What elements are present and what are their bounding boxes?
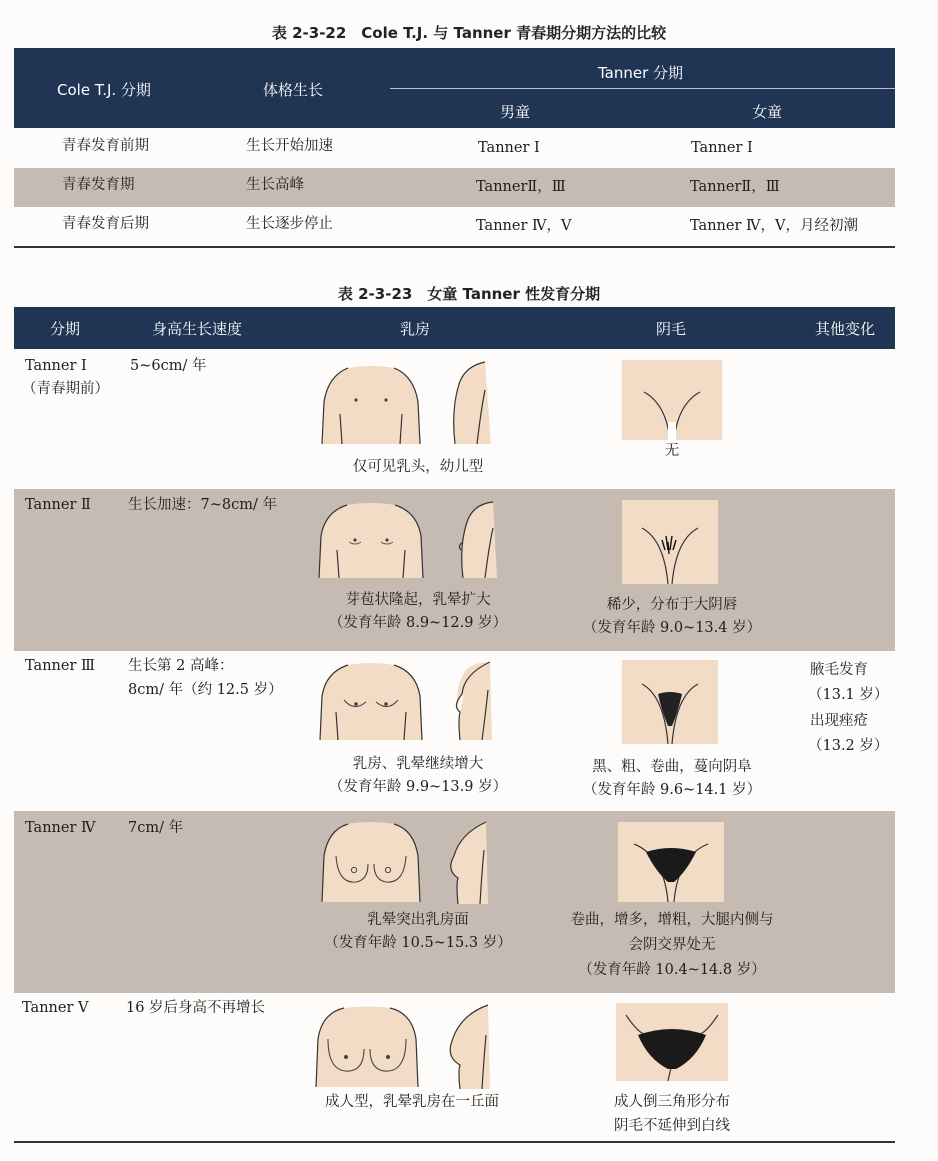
table2-header-breast: 乳房 (400, 320, 431, 338)
breast-age-range: （发育年龄 8.9~12.9 岁） (328, 615, 508, 631)
table1-bottom-rule (14, 246, 895, 248)
breast-age-range: （发育年龄 9.9~13.9 岁） (328, 779, 508, 795)
height-text: 16 岁后身高不再增长 (126, 1000, 266, 1016)
pubic-illustration (616, 1003, 728, 1081)
pubic-description: 阴毛不延伸到白线 (614, 1118, 730, 1134)
height-text: 7cm/ 年 (128, 820, 184, 836)
breast-description: 成人型，乳晕乳房在一丘面 (325, 1094, 499, 1110)
other-change-text: （13.2 岁） (808, 738, 889, 754)
stage-label: Tanner Ⅳ (25, 820, 96, 836)
stage-label: Tanner Ⅱ (25, 497, 91, 513)
pubic-description: 成人倒三角形分布 (614, 1094, 730, 1110)
table1-header-girls: 女童 (752, 103, 783, 121)
table1-cell: Tanner Ⅰ (691, 140, 753, 156)
pubic-description: 稀少，分布于大阴唇 (606, 597, 738, 613)
breast-description: 仅可见乳头，幼儿型 (352, 459, 484, 475)
pubic-illustration (622, 360, 722, 440)
height-text: 5~6cm/ 年 (130, 358, 207, 374)
breast-side-illustration (446, 1003, 494, 1089)
stage-note: （青春期前） (22, 381, 109, 397)
pubic-description: 卷曲，增多，增粗，大腿内侧与 (570, 912, 774, 928)
table1-cell: Tanner Ⅳ，Ⅴ，月经初潮 (690, 218, 858, 234)
height-text: 生长第 2 高峰： (128, 658, 234, 674)
pubic-illustration (622, 500, 718, 584)
stage-label: Tanner Ⅰ (25, 358, 87, 374)
pubic-age-range: （发育年龄 9.0~13.4 岁） (582, 620, 762, 636)
table2-header-stage: 分期 (50, 320, 81, 338)
breast-description: 乳房、乳晕继续增大 (352, 756, 484, 772)
breast-front-illustration (316, 660, 426, 740)
table1-caption: 表 2-3-22 Cole T.J. 与 Tanner 青春期分期方法的比较 (271, 24, 667, 42)
table1-cell: 生长高峰 (246, 177, 304, 193)
breast-side-illustration (447, 360, 495, 444)
table1-header-boys: 男童 (500, 103, 531, 121)
other-change-text: 腋毛发育 (810, 662, 868, 678)
stage-label: Tanner Ⅲ (25, 658, 95, 674)
breast-front-illustration (318, 820, 424, 902)
height-text: 8cm/ 年（约 12.5 岁） (128, 682, 283, 698)
table2-header-height: 身高生长速度 (152, 320, 243, 338)
table1-header-tanner: Tanner 分期 (598, 64, 684, 82)
pubic-description: 会阴交界处无 (628, 937, 716, 953)
table2-caption: 表 2-3-23 女童 Tanner 性发育分期 (337, 285, 601, 303)
table1-cell: 青春发育前期 (62, 138, 149, 154)
table1-cell: 青春发育期 (62, 177, 135, 193)
breast-side-illustration (450, 660, 496, 740)
height-text: 生长加速：7~8cm/ 年 (128, 497, 277, 513)
table2-bottom-rule (14, 1141, 895, 1143)
breast-front-illustration (315, 500, 427, 578)
breast-description: 芽苞状隆起，乳晕扩大 (345, 592, 491, 608)
table1-header-growth: 体格生长 (263, 81, 324, 99)
pubic-illustration (618, 822, 724, 902)
table1-cell: 生长开始加速 (246, 138, 333, 154)
other-change-text: （13.1 岁） (808, 687, 889, 703)
breast-side-illustration (446, 820, 492, 904)
pubic-age-range: （发育年龄 10.4~14.8 岁） (578, 962, 766, 978)
stage-label: Tanner Ⅴ (22, 1000, 89, 1016)
breast-description: 乳晕突出乳房面 (367, 912, 469, 928)
breast-front-illustration (318, 362, 424, 444)
table1-cell: 青春发育后期 (62, 216, 149, 232)
table1-cell: TannerⅡ，Ⅲ (476, 179, 566, 195)
breast-front-illustration (312, 1005, 422, 1087)
other-change-text: 出现痤疮 (810, 713, 868, 729)
pubic-description: 黑、粗、卷曲，蔓向阴阜 (592, 759, 752, 775)
table1-cell: Tanner Ⅰ (478, 140, 540, 156)
breast-age-range: （发育年龄 10.5~15.3 岁） (324, 935, 512, 951)
table1-cell: 生长逐步停止 (246, 216, 333, 232)
table2-header-other: 其他变化 (815, 320, 876, 338)
table1-header-cole: Cole T.J. 分期 (57, 81, 151, 99)
breast-side-illustration (455, 500, 501, 578)
table2-header-pubic: 阴毛 (656, 320, 687, 338)
table1-header-divider (390, 88, 895, 89)
table1-cell: Tanner Ⅳ，Ⅴ (476, 218, 572, 234)
pubic-age-range: （发育年龄 9.6~14.1 岁） (582, 782, 762, 798)
pubic-description: 无 (664, 443, 680, 459)
pubic-illustration (622, 660, 718, 744)
table1-cell: TannerⅡ，Ⅲ (690, 179, 780, 195)
table2-header (14, 307, 895, 349)
